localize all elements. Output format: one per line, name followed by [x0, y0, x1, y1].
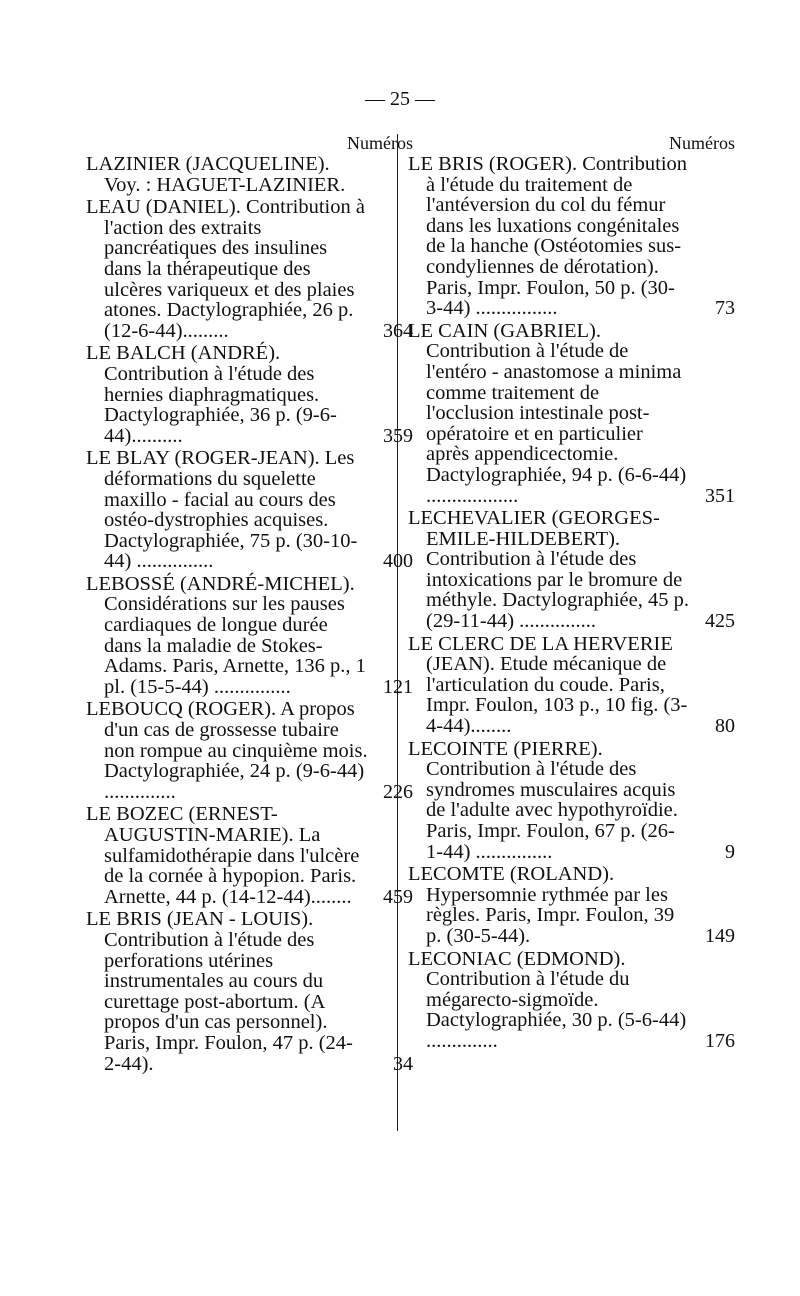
entry-text: LECONIAC (EDMOND). Contribution à l'étude du mégarecto-sigmoïde. Dactylographiée, 30 p. (5-6-44) ..............: [408, 947, 687, 1052]
bibliography-entry: [408, 863, 735, 947]
entry-text: LE CAIN (GABRIEL). Contribution à l'étude de l'entéro - anastomose a minima comme traitement de l'occlusion intestinale post-opératoire et en particulier après appendicectomie. Dactylographiée, 94 p. (6-6-44) ..................: [408, 319, 687, 507]
entry-text: LECOMTE (ROLAND). Hypersomnie rythmée par les règles. Paris, Impr. Foulon, 39 p. (30-5-44).: [408, 863, 675, 947]
entry-number: 149: [705, 924, 735, 947]
entry-text: LECOINTE (PIERRE). Contribution à l'étude des syndromes musculaires acquis de l'adulte avec hypothyroïdie. Paris, Impr. Foulon, 67 p. (26-1-44) ...............: [408, 737, 678, 863]
bibliography-entry: [408, 319, 735, 507]
column-header: Numéros: [669, 133, 735, 153]
entry-text: LEBOUCQ (ROGER). A propos d'un cas de grossesse tubaire non rompue au cinquième mois. Dactylographiée, 24 p. (9-6-44) ..............: [86, 698, 368, 803]
right-column: [408, 132, 735, 1054]
entry-number: 80: [715, 715, 735, 738]
bibliography-entry: [86, 803, 413, 908]
bibliography-entry: [86, 196, 413, 342]
bibliography-entry: [408, 737, 735, 863]
entry-number: 176: [705, 1029, 735, 1052]
column-header: Numéros: [347, 133, 413, 153]
bibliography-entry: [408, 153, 735, 320]
entry-number: 226: [383, 780, 413, 803]
entry-number: 9: [725, 840, 735, 863]
bibliography-entry: [86, 154, 368, 195]
entry-number: 364: [383, 319, 413, 342]
entry-text: LE BOZEC (ERNEST-AUGUSTIN-MARIE). La sulfamidothérapie dans l'ulcère de la cornée à hypopion. Paris. Arnette, 44 p. (14-12-44)........: [86, 803, 360, 908]
entry-text: LEBOSSÉ (ANDRÉ-MICHEL). Considérations sur les pauses cardiaques de longue durée dans la maladie de Stokes-Adams. Paris, Arnette, 136 p., 1 pl. (15-5-44) ...............: [86, 572, 366, 698]
entry-text: LE BLAY (ROGER-JEAN). Les déformations du squelette maxillo - facial au cours des ostéo-dystrophies acquises. Dactylographiée, 75 p. (30-10-44) ...............: [86, 447, 358, 573]
entry-number: 73: [715, 297, 735, 320]
bibliography-entry: [86, 342, 413, 447]
left-column: [86, 132, 413, 1076]
bibliography-entry: [408, 507, 735, 633]
entry-text: LE BRIS (JEAN - LOUIS). Contribution à l'étude des perforations utérines instrumentales au cours du curettage post-abortum. (A propos d'un cas personnel). Paris, Impr. Foulon, 47 p. (24-2-44).: [86, 908, 353, 1075]
entry-text: LE CLERC DE LA HERVERIE (JEAN). Etude mécanique de l'articulation du coude. Paris, Impr. Foulon, 103 p., 10 fig. (3-4-44)........: [408, 632, 688, 738]
column-divider: [397, 134, 398, 1131]
entry-number: 34: [393, 1052, 413, 1075]
entry-text: LE BRIS (ROGER). Contribution à l'étude du traitement de l'antéversion du col du fémur dans les luxations congénitales de la hanche (Ostéotomies sus-condyliennes de dérotation). Paris, Impr. Foulon, 50 p. (30-3-44) ................: [408, 153, 688, 320]
bibliography-entry: [86, 908, 413, 1075]
entry-number: 351: [705, 484, 735, 507]
page-number: — 25 —: [365, 88, 435, 110]
bibliography-entry: [86, 698, 413, 803]
entry-text: LE BALCH (ANDRÉ). Contribution à l'étude des hernies diaphragmatiques. Dactylographiée, 36 p. (9-6-44)..........: [86, 342, 337, 447]
entry-number: 121: [383, 675, 413, 698]
entry-number: 425: [705, 610, 735, 633]
bibliography-entry: [408, 947, 735, 1052]
bibliography-entry: [86, 572, 413, 698]
entry-number: 359: [383, 424, 413, 447]
entry-text: LECHEVALIER (GEORGES-EMILE-HILDEBERT). Contribution à l'étude des intoxications par le bromure de méthyle. Dactylographiée, 45 p. (29-11-44) ...............: [408, 507, 689, 633]
bibliography-entry: [408, 632, 735, 738]
entry-text: LEAU (DANIEL). Contribution à l'action des extraits pancréatiques des insulines dans la thérapeutique des ulcères variqueux et des plaies atones. Dactylographiée, 26 p. (12-6-44).........: [86, 196, 365, 342]
entry-text: LAZINIER (JACQUELINE). Voy. : HAGUET-LAZINIER.: [86, 153, 346, 196]
entry-number: 400: [383, 550, 413, 573]
bibliography-entry: [86, 447, 413, 573]
entry-number: 459: [383, 885, 413, 908]
